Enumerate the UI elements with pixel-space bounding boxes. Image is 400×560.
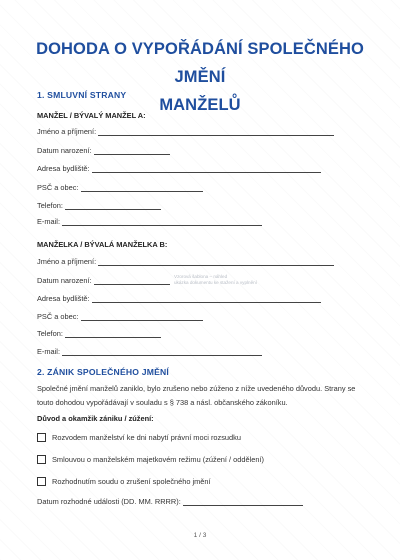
option-label: Smlouvou o manželském majetkovém režimu (zúžení / oddělení)	[52, 455, 264, 464]
checkbox[interactable]	[37, 455, 46, 464]
party-a-phone-field[interactable]	[65, 201, 161, 210]
option-label: Rozvodem manželství ke dni nabytí právní moci rozsudku	[52, 433, 241, 442]
party-b-zip-row[interactable]	[37, 309, 203, 321]
party-a-birth-field[interactable]	[94, 146, 170, 155]
field-label: Telefon:	[37, 329, 63, 338]
title-line-2: MANŽELŮ	[159, 96, 241, 114]
field-label: Adresa bydliště:	[37, 164, 90, 173]
section-heading-parties: 1. SMLUVNÍ STRANY	[37, 90, 127, 100]
party-b-zip-field[interactable]	[81, 312, 203, 321]
watermark	[174, 274, 294, 286]
party-b-phone-row[interactable]	[37, 326, 161, 338]
option-contract[interactable]	[37, 455, 264, 464]
party-a-zip-field[interactable]	[81, 183, 203, 192]
party-a-email-field[interactable]	[62, 217, 262, 226]
option-court[interactable]	[37, 477, 211, 486]
field-label: Datum rozhodné události (DD. MM. RRRR):	[37, 497, 181, 506]
field-label: PSČ a obec:	[37, 312, 79, 321]
title-line-1: DOHODA O VYPOŘÁDÁNÍ SPOLEČNÉHO JMĚNÍ	[36, 40, 364, 86]
party-b-email-row[interactable]	[37, 344, 262, 356]
party-a-zip-row[interactable]	[37, 180, 203, 192]
party-b-birth-row[interactable]	[37, 273, 170, 285]
watermark-line-2: ukázka dokumentu ke stažení a vyplnění	[174, 280, 257, 285]
party-a-email-row[interactable]	[37, 214, 262, 226]
field-label: Jméno a příjmení:	[37, 127, 97, 136]
party-a-birth-row[interactable]	[37, 143, 170, 155]
party-a-heading: MANŽEL / BÝVALÝ MANŽEL A:	[37, 111, 146, 120]
page-number: 1 / 3	[193, 532, 207, 539]
document-title	[20, 35, 380, 119]
field-label: Datum narození:	[37, 276, 92, 285]
party-b-phone-field[interactable]	[65, 329, 161, 338]
party-b-email-field[interactable]	[62, 347, 262, 356]
termination-paragraph: Společné jmění manželů zaniklo, bylo zrušeno nebo zúženo z níže uvedeného důvodu. Strany se touto dohodou vypořádávají v souladu s § 738 a násl. občanského zákoníku.	[37, 384, 356, 407]
party-a-phone-row[interactable]	[37, 198, 161, 210]
field-label: Datum narození:	[37, 146, 92, 155]
party-a-name-row[interactable]	[37, 124, 334, 136]
field-label: PSČ a obec:	[37, 183, 79, 192]
party-b-name-row[interactable]	[37, 254, 334, 266]
checkbox[interactable]	[37, 433, 46, 442]
event-date-field[interactable]	[183, 497, 303, 506]
field-label: E-mail:	[37, 347, 60, 356]
party-b-name-field[interactable]	[98, 257, 334, 266]
party-a-name-field[interactable]	[98, 127, 334, 136]
party-b-heading: MANŽELKA / BÝVALÁ MANŽELKA B:	[37, 240, 168, 249]
section-heading-termination: 2. ZÁNIK SPOLEČNÉHO JMĚNÍ	[37, 367, 170, 377]
watermark-line-1: Vzorová šablona – náhled	[174, 274, 228, 279]
field-label: Adresa bydliště:	[37, 294, 90, 303]
option-divorce[interactable]	[37, 433, 241, 442]
field-label: E-mail:	[37, 217, 60, 226]
field-label: Jméno a příjmení:	[37, 257, 97, 266]
option-label: Rozhodnutím soudu o zrušení společného jmění	[52, 477, 211, 486]
party-b-birth-field[interactable]	[94, 276, 170, 285]
party-a-address-row[interactable]	[37, 161, 321, 173]
party-a-address-field[interactable]	[92, 164, 321, 173]
party-b-address-field[interactable]	[92, 294, 321, 303]
field-label: Telefon:	[37, 201, 63, 210]
party-b-address-row[interactable]	[37, 291, 321, 303]
event-date-row[interactable]	[37, 494, 303, 506]
checkbox[interactable]	[37, 477, 46, 486]
reason-heading: Důvod a okamžik zániku / zúžení:	[37, 414, 154, 423]
